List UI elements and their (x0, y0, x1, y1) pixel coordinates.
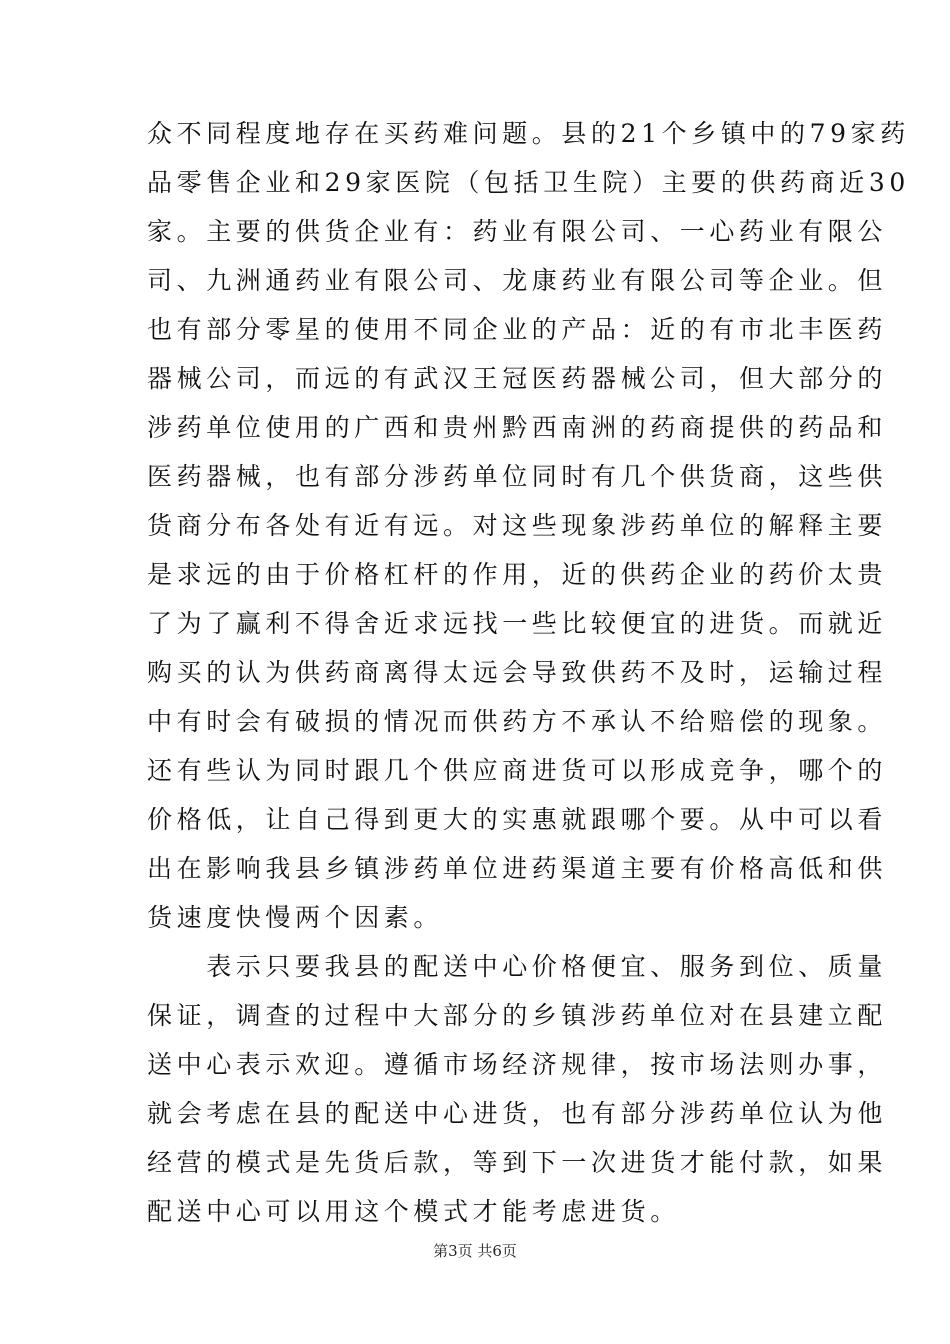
paragraph-1-line-7: 涉药单位使用的广西和贵州黔西南洲的药商提供的药品和 (147, 413, 888, 442)
paragraph-1-line-14: 还有些认为同时跟几个供应商进货可以形成竞争，哪个的 (147, 756, 888, 785)
paragraph-1-line-2: 品零售企业和29家医院（包括卫生院）主要的供药商近30 (147, 168, 910, 197)
paragraph-1-line-12: 购买的认为供药商离得太远会导致供药不及时，运输过程 (147, 658, 888, 687)
paragraph-2-line-3: 送中心表示欢迎。遵循市场经济规律，按市场法则办事， (147, 1050, 888, 1079)
paragraph-1-line-3: 家。主要的供货企业有：药业有限公司、一心药业有限公 (147, 217, 888, 246)
paragraph-2-line-2: 保证，调查的过程中大部分的乡镇涉药单位对在县建立配 (147, 1001, 888, 1030)
paragraph-1-line-16: 出在影响我县乡镇涉药单位进药渠道主要有价格高低和供 (147, 854, 888, 883)
paragraph-1-line-15: 价格低，让自己得到更大的实惠就跟哪个要。从中可以看 (147, 805, 888, 834)
paragraph-1-line-4: 司、九洲通药业有限公司、龙康药业有限公司等企业。但 (147, 266, 888, 295)
paragraph-1-line-5: 也有部分零星的使用不同企业的产品：近的有市北丰医药 (147, 315, 888, 344)
paragraph-2-line-6: 配送中心可以用这个模式才能考虑进货。 (147, 1197, 680, 1226)
paragraph-2-line-4: 就会考虑在县的配送中心进货，也有部分涉药单位认为他 (147, 1099, 888, 1128)
paragraph-2-line-1: 表示只要我县的配送中心价格便宜、服务到位、质量 (147, 952, 888, 981)
paragraph-1-line-8: 医药器械，也有部分涉药单位同时有几个供货商，这些供 (147, 462, 888, 491)
paragraph-1-line-6: 器械公司，而远的有武汉王冠医药器械公司，但大部分的 (147, 364, 888, 393)
paragraph-1-line-11: 了为了赢利不得舍近求远找一些比较便宜的进货。而就近 (147, 609, 888, 638)
paragraph-1-line-9: 货商分布各处有近有远。对这些现象涉药单位的解释主要 (147, 511, 888, 540)
paragraph-1-line-1: 众不同程度地存在买药难问题。县的21个乡镇中的79家药 (147, 119, 910, 148)
paragraph-2-line-5: 经营的模式是先货后款，等到下一次进货才能付款，如果 (147, 1148, 888, 1177)
paragraph-1-line-17: 货速度快慢两个因素。 (147, 903, 444, 932)
page-number-footer: 第3页 共6页 (433, 1242, 517, 1260)
paragraph-1-line-13: 中有时会有破损的情况而供药方不承认不给赔偿的现象。 (147, 707, 888, 736)
paragraph-1-line-10: 是求远的由于价格杠杆的作用，近的供药企业的药价太贵 (147, 560, 888, 589)
